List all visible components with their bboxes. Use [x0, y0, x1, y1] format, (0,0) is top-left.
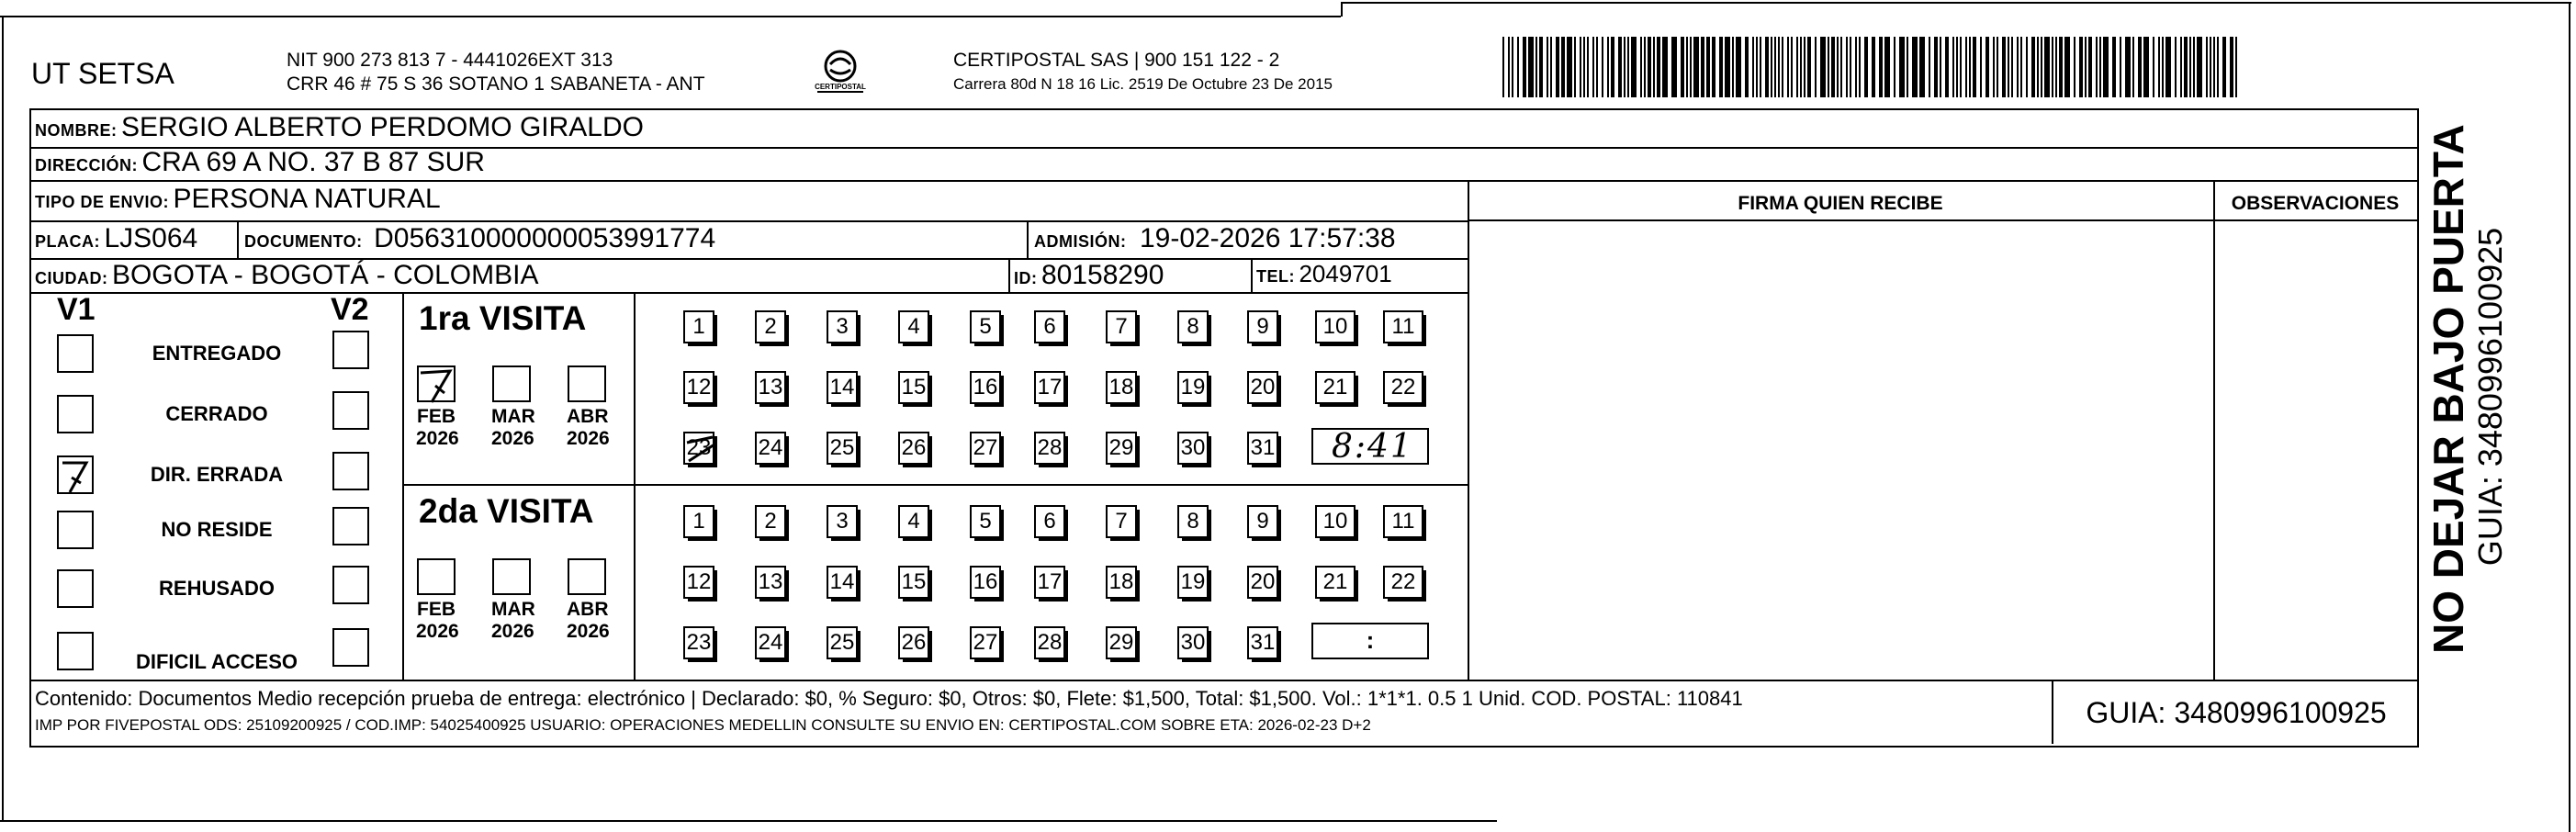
day-box[interactable]: [1315, 310, 1355, 343]
day-number: 2: [764, 314, 777, 339]
day-box[interactable]: [1106, 371, 1137, 404]
year-label: 2026: [491, 428, 534, 449]
day-number: 3: [836, 314, 849, 339]
day-number: 3: [836, 509, 849, 534]
day-box[interactable]: [1177, 566, 1209, 599]
nombre-label: NOMBRE:: [35, 121, 118, 140]
day-number: 8: [1187, 509, 1199, 534]
ciudad-row: [35, 260, 538, 291]
direccion-row: [35, 147, 485, 178]
day-box[interactable]: [1034, 626, 1065, 659]
status-label: DIR. ERRADA: [150, 463, 284, 486]
day-box[interactable]: [827, 432, 858, 465]
day-box[interactable]: [898, 371, 929, 404]
month-label: ABR: [567, 406, 609, 427]
day-number: 25: [829, 630, 855, 655]
nombre-value: SERGIO ALBERTO PERDOMO GIRALDO: [120, 112, 644, 142]
day-box[interactable]: [683, 626, 714, 659]
v2-checkbox[interactable]: [332, 331, 369, 369]
ciudad-value: BOGOTA - BOGOTÁ - COLOMBIA: [111, 260, 539, 290]
status-label: NO RESIDE: [161, 518, 273, 541]
day-number: 23: [686, 435, 712, 460]
day-number: 30: [1180, 435, 1206, 460]
day-number: 28: [1037, 435, 1063, 460]
tipo-value: PERSONA NATURAL: [173, 184, 441, 214]
day-box[interactable]: [1106, 432, 1137, 465]
day-box[interactable]: [683, 371, 714, 404]
day-box[interactable]: [827, 626, 858, 659]
top-border-line-right: [1341, 2, 2571, 4]
day-box[interactable]: [1315, 371, 1355, 404]
strike-mark-icon: [685, 433, 716, 467]
obs-left-line: [2213, 180, 2215, 681]
day-box[interactable]: [683, 505, 714, 538]
day-box[interactable]: [898, 505, 929, 538]
placa-row: [35, 223, 197, 254]
second-visit-label: 2da VISITA: [419, 492, 594, 530]
v1-label: V1: [57, 292, 96, 327]
day-number: 6: [1043, 314, 1056, 339]
day-number: 13: [758, 375, 783, 399]
placa-divider: [237, 220, 239, 259]
day-number: 10: [1322, 314, 1348, 339]
observaciones-label: OBSERVACIONES: [2231, 193, 2400, 214]
day-box[interactable]: [1247, 566, 1278, 599]
direccion-value: CRA 69 A NO. 37 B 87 SUR: [141, 147, 485, 177]
day-box[interactable]: [970, 432, 1001, 465]
day-number: 14: [829, 569, 855, 594]
status-label: ENTREGADO: [152, 342, 282, 365]
day-number: 2: [764, 509, 777, 534]
day-number: 1: [692, 509, 705, 534]
day-number: 12: [686, 569, 712, 594]
day-number: 20: [1250, 569, 1276, 594]
day-number: 5: [979, 314, 992, 339]
v1-checkbox[interactable]: [57, 334, 94, 373]
day-box[interactable]: [1106, 566, 1137, 599]
day-box[interactable]: [1034, 310, 1065, 343]
firma-label: FIRMA QUIEN RECIBE: [1738, 193, 1943, 214]
company-name: UT SETSA: [31, 57, 174, 90]
day-box[interactable]: [1034, 505, 1065, 538]
day-box[interactable]: [1383, 505, 1423, 538]
second-time-box[interactable]: [1311, 623, 1429, 659]
tipo-label: TIPO DE ENVIO:: [35, 193, 170, 211]
day-number: 8: [1187, 314, 1199, 339]
first-visit-label: 1ra VISITA: [419, 299, 587, 337]
day-box[interactable]: [683, 432, 714, 465]
day-number: 13: [758, 569, 783, 594]
day-number: 29: [1108, 435, 1134, 460]
day-box[interactable]: [1247, 371, 1278, 404]
day-box[interactable]: [898, 432, 929, 465]
tel-divider: [1251, 258, 1253, 293]
day-box[interactable]: [1106, 310, 1137, 343]
placa-label: PLACA:: [35, 232, 100, 251]
day-number: 22: [1390, 569, 1416, 594]
day-box[interactable]: [1247, 432, 1278, 465]
v2-checkbox[interactable]: [332, 452, 369, 490]
guia-footer-divider: [2052, 680, 2053, 744]
day-number: 18: [1108, 375, 1134, 399]
day-box[interactable]: [683, 566, 714, 599]
second-time-value: :: [1366, 626, 1375, 654]
day-box[interactable]: [755, 432, 786, 465]
v1-checkbox[interactable]: [57, 455, 94, 494]
documento-value: D056310000000053991774: [374, 223, 716, 253]
day-box[interactable]: [755, 626, 786, 659]
footer-top-line: [29, 680, 2417, 681]
month-label: MAR: [491, 599, 535, 620]
day-box[interactable]: [755, 310, 786, 343]
day-box[interactable]: [827, 566, 858, 599]
documento-label: DOCUMENTO:: [244, 232, 363, 251]
day-box[interactable]: [1177, 505, 1209, 538]
day-number: 9: [1256, 314, 1269, 339]
logo-text: CERTIPOSTAL: [815, 83, 866, 91]
day-box[interactable]: [970, 566, 1001, 599]
row-line-3: [29, 220, 1469, 222]
year-label: 2026: [416, 621, 459, 642]
day-number: 26: [901, 630, 927, 655]
day-number: 27: [973, 630, 998, 655]
day-number: 16: [973, 569, 998, 594]
day-number: 31: [1250, 435, 1276, 460]
id-label: ID:: [1014, 269, 1038, 287]
certipostal-sub: Carrera 80d N 18 16 Lic. 2519 De Octubre 23 De 2015: [953, 75, 1333, 93]
day-number: 17: [1037, 569, 1063, 594]
day-number: 27: [973, 435, 998, 460]
footer-contenido: Contenido: Documentos Medio recepción prueba de entrega: electrónico | Declarado: $0, % Seguro: $0, Otros: $0, Flete: $1,500, Total: $1,500. Vol.: 1*1*1. 0.5 1 Unid. COD. POSTAL: 110841: [35, 687, 1743, 710]
visit-divider: [402, 484, 1469, 486]
admision-label: ADMISIÓN:: [1034, 232, 1127, 251]
top-border-step: [1341, 2, 1343, 17]
day-number: 15: [901, 569, 927, 594]
day-box[interactable]: [898, 566, 929, 599]
day-number: 26: [901, 435, 927, 460]
side-warning: [2424, 124, 2525, 654]
status-label: CERRADO: [165, 402, 268, 425]
admision-row: [1034, 223, 1396, 254]
top-border-line: [0, 16, 1341, 17]
day-number: 11: [1391, 509, 1415, 534]
no-dejar-text: NO DEJAR BAJO PUERTA: [2424, 124, 2472, 654]
day-number: 15: [901, 375, 927, 399]
day-number: 23: [686, 630, 712, 655]
year-label: 2026: [567, 428, 610, 449]
day-box[interactable]: [755, 371, 786, 404]
day-box[interactable]: [683, 310, 714, 343]
tel-label: TEL:: [1256, 267, 1295, 286]
side-guia-text: GUIA: 3480996100925: [2471, 227, 2509, 567]
day-number: 20: [1250, 375, 1276, 399]
id-row: [1014, 260, 1164, 291]
year-label: 2026: [491, 621, 534, 642]
month-checkbox-abr[interactable]: [568, 365, 606, 402]
day-box[interactable]: [1106, 626, 1137, 659]
day-number: 29: [1108, 630, 1134, 655]
day-number: 21: [1322, 569, 1348, 594]
day-box[interactable]: [970, 505, 1001, 538]
month-checkbox-mar[interactable]: [492, 365, 531, 402]
left-border-line: [2, 16, 4, 820]
day-box[interactable]: [827, 310, 858, 343]
day-box[interactable]: [1034, 371, 1065, 404]
day-number: 5: [979, 509, 992, 534]
first-time-box[interactable]: [1311, 428, 1429, 465]
day-number: 22: [1390, 375, 1416, 399]
right-border-line: [2569, 2, 2570, 832]
status-label: DIFICIL ACCESO: [135, 650, 298, 673]
day-box[interactable]: [1177, 432, 1209, 465]
id-value: 80158290: [1041, 260, 1164, 290]
day-number: 30: [1180, 630, 1206, 655]
day-box[interactable]: [1247, 505, 1278, 538]
day-box[interactable]: [1034, 432, 1065, 465]
day-number: 28: [1037, 630, 1063, 655]
month-label: FEB: [417, 599, 456, 620]
day-number: 14: [829, 375, 855, 399]
footer-imp: IMP POR FIVEPOSTAL ODS: 25109200925 / COD.IMP: 54025400925 USUARIO: OPERACIONES MEDELLIN CONSULTE SU ENVIO EN: CERTIPOSTAL.COM SOBRE ETA: 2026-02-23 D+2: [35, 716, 1371, 734]
day-box[interactable]: [1247, 626, 1278, 659]
footer-guia: GUIA: 3480996100925: [2086, 696, 2387, 729]
admision-value: 19-02-2026 17:57:38: [1139, 223, 1396, 253]
certipostal-line: CERTIPOSTAL SAS | 900 151 122 - 2: [953, 50, 1280, 71]
month-checkbox-feb[interactable]: [417, 365, 456, 402]
day-number: 7: [1115, 509, 1128, 534]
day-box[interactable]: [1383, 371, 1423, 404]
year-label: 2026: [416, 428, 459, 449]
v1-checkbox[interactable]: [57, 569, 94, 608]
v2-label: V2: [331, 292, 369, 327]
day-box[interactable]: [1383, 310, 1423, 343]
month-label: ABR: [567, 599, 609, 620]
day-number: 21: [1322, 375, 1348, 399]
admision-divider: [1027, 220, 1029, 259]
tel-value: 2049701: [1299, 260, 1392, 287]
v1-checkbox[interactable]: [57, 632, 94, 670]
day-number: 12: [686, 375, 712, 399]
nombre-row: [35, 112, 644, 143]
tel-row: [1256, 260, 1392, 288]
day-number: 9: [1256, 509, 1269, 534]
day-box[interactable]: [1177, 626, 1209, 659]
v1-checkbox[interactable]: [57, 395, 94, 433]
day-number: 19: [1180, 569, 1206, 594]
day-box[interactable]: [970, 371, 1001, 404]
day-number: 1: [692, 314, 705, 339]
day-number: 19: [1180, 375, 1206, 399]
v2-checkbox[interactable]: [332, 507, 369, 545]
day-number: 17: [1037, 375, 1063, 399]
day-number: 18: [1108, 569, 1134, 594]
year-label: 2026: [567, 621, 610, 642]
months-divider: [634, 292, 636, 681]
certipostal-logo-icon: [808, 46, 872, 101]
bottom-border-line: [0, 820, 1497, 822]
day-number: 10: [1322, 509, 1348, 534]
day-number: 7: [1115, 314, 1128, 339]
row-line-2: [29, 180, 2417, 182]
id-divider: [1008, 258, 1010, 293]
tipo-row: [35, 184, 441, 215]
v2-checkbox[interactable]: [332, 391, 369, 430]
day-number: 4: [907, 314, 920, 339]
day-box[interactable]: [1106, 505, 1137, 538]
month-label: FEB: [417, 406, 456, 427]
company-nit: NIT 900 273 813 7 - 4441026EXT 313: [287, 50, 613, 71]
day-box[interactable]: [1177, 371, 1209, 404]
row-line-5: [29, 292, 1469, 294]
check-mark-icon: [419, 367, 457, 404]
day-box[interactable]: [755, 566, 786, 599]
first-time-value: 8:41: [1332, 428, 1413, 466]
day-box[interactable]: [1177, 310, 1209, 343]
ciudad-label: CIUDAD:: [35, 269, 108, 287]
month-checkbox-abr[interactable]: [568, 558, 606, 595]
v2-checkbox[interactable]: [332, 566, 369, 604]
day-number: 6: [1043, 509, 1056, 534]
status-label: REHUSADO: [159, 577, 275, 600]
day-number: 31: [1250, 630, 1276, 655]
day-number: 25: [829, 435, 855, 460]
day-box[interactable]: [1315, 505, 1355, 538]
firma-header-line: [1468, 219, 2417, 221]
placa-value: LJS064: [104, 223, 198, 253]
v1-checkbox[interactable]: [57, 511, 94, 549]
day-box[interactable]: [1315, 566, 1355, 599]
day-box[interactable]: [898, 310, 929, 343]
direccion-label: DIRECCIÓN:: [35, 156, 138, 174]
barcode-icon: [1502, 37, 2239, 97]
day-box[interactable]: [827, 505, 858, 538]
day-box[interactable]: [1247, 310, 1278, 343]
day-box[interactable]: [898, 626, 929, 659]
day-number: 16: [973, 375, 998, 399]
day-number: 24: [758, 630, 783, 655]
firma-left-line: [1468, 180, 1469, 681]
day-box[interactable]: [970, 310, 1001, 343]
month-label: MAR: [491, 406, 535, 427]
status-divider: [402, 292, 404, 681]
day-box[interactable]: [827, 371, 858, 404]
v2-checkbox[interactable]: [332, 628, 369, 667]
day-number: 11: [1391, 314, 1415, 339]
day-number: 24: [758, 435, 783, 460]
day-box[interactable]: [755, 505, 786, 538]
month-checkbox-feb[interactable]: [417, 558, 456, 595]
day-box[interactable]: [970, 626, 1001, 659]
documento-row: [244, 223, 715, 254]
check-mark-icon: [59, 457, 96, 496]
month-checkbox-mar[interactable]: [492, 558, 531, 595]
company-address: CRR 46 # 75 S 36 SOTANO 1 SABANETA - ANT: [287, 73, 705, 95]
day-box[interactable]: [1383, 566, 1423, 599]
day-box[interactable]: [1034, 566, 1065, 599]
day-number: 4: [907, 509, 920, 534]
